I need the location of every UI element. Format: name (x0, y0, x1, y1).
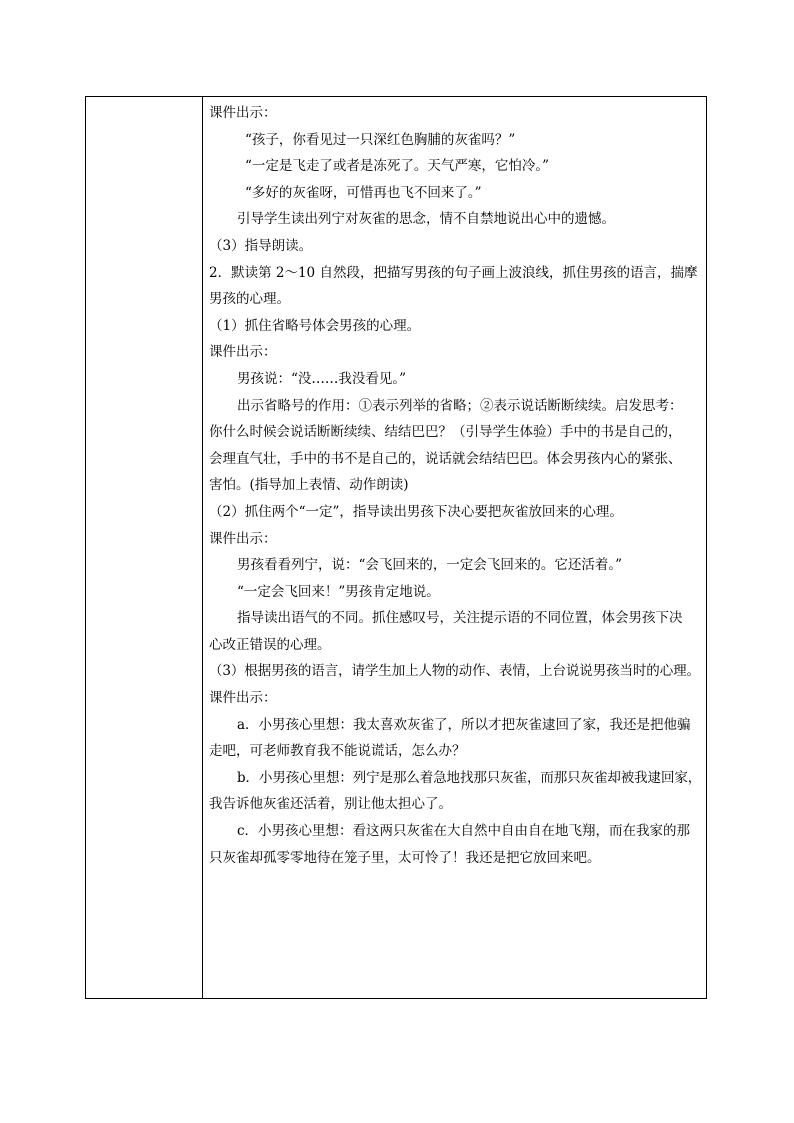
text-line: 课件出示： (209, 105, 277, 121)
text-line: 走吧，可老师教育我不能说谎话，怎么办？ (209, 743, 466, 760)
text-line: 男孩的心理。 (209, 291, 290, 308)
text-line: 害怕。(指导加上表情、动作朗读) (209, 477, 409, 494)
text-line: （1）抓住省略号体会男孩的心理。 (209, 317, 421, 334)
text-line: 课件出示： (209, 344, 277, 361)
text-line: 心改正错误的心理。 (209, 636, 331, 653)
quote-line: “孩子，你看见过一只深红色胸脯的灰雀吗？” (245, 131, 516, 148)
lesson-table (85, 96, 707, 999)
quote-line: “多好的灰雀呀，可惜再也飞不回来了。” (245, 184, 482, 201)
quote-line: 男孩看看列宁，说：“会飞回来的，一定会飞回来的。它还活着。” (237, 557, 623, 574)
table-left-cell (86, 97, 202, 998)
text-line: 引导学生读出列宁对灰雀的思念，情不自禁地说出心中的遗憾。 (237, 211, 615, 228)
quote-line: “一定是飞走了或者是冻死了。天气严寒，它怕冷。” (245, 158, 550, 175)
text-line: 会理直气壮，手中的书不是自己的，说话就会结结巴巴。体会男孩内心的紧张、 (209, 450, 682, 467)
quote-line: “一定会飞回来！”男孩肯定地说。 (237, 583, 440, 600)
text-line: b．小男孩心里想：列宁是那么着急地找那只灰雀，而那只灰雀却被我逮回家， (237, 769, 702, 786)
text-line: 2．默读第 2～10 自然段，把描写男孩的句子画上波浪线，抓住男孩的语言，揣摩 (209, 264, 698, 281)
text-line: c．小男孩心里想：看这两只灰雀在大自然中自由自在地飞翔，而在我家的那 (237, 823, 691, 840)
quote-line: 男孩说：“没……我没看见。” (237, 370, 407, 387)
text-line: 出示省略号的作用：①表示列举的省略；②表示说话断断续续。启发思考： (237, 397, 683, 414)
text-line: 指导读出语气的不同。抓住感叹号，关注提示语的不同位置，体会男孩下决 (237, 610, 683, 627)
text-line: （2）抓住两个“一定”，指导读出男孩下决心要把灰雀放回来的心理。 (209, 503, 623, 520)
text-line: 你什么时候会说话断断续续、结结巴巴？（引导学生体验）手中的书是自己的， (209, 424, 682, 441)
text-line: （3）指导朗读。 (209, 237, 313, 254)
text-line: （3）根据男孩的语言，请学生加上人物的动作、表情，上台说说男孩当时的心理。 (209, 663, 700, 680)
column-divider (202, 97, 203, 998)
text-line: 课件出示： (209, 530, 277, 547)
text-line: a．小男孩心里想：我太喜欢灰雀了，所以才把灰雀逮回了家，我还是把他骗 (237, 716, 691, 733)
text-line: 只灰雀却孤零零地待在笼子里，太可怜了！我还是把它放回来吧。 (209, 849, 601, 866)
table-right-cell (209, 100, 703, 871)
text-line: 我告诉他灰雀还活着，别让他太担心了。 (209, 796, 452, 813)
text-line: 课件出示： (209, 690, 277, 707)
